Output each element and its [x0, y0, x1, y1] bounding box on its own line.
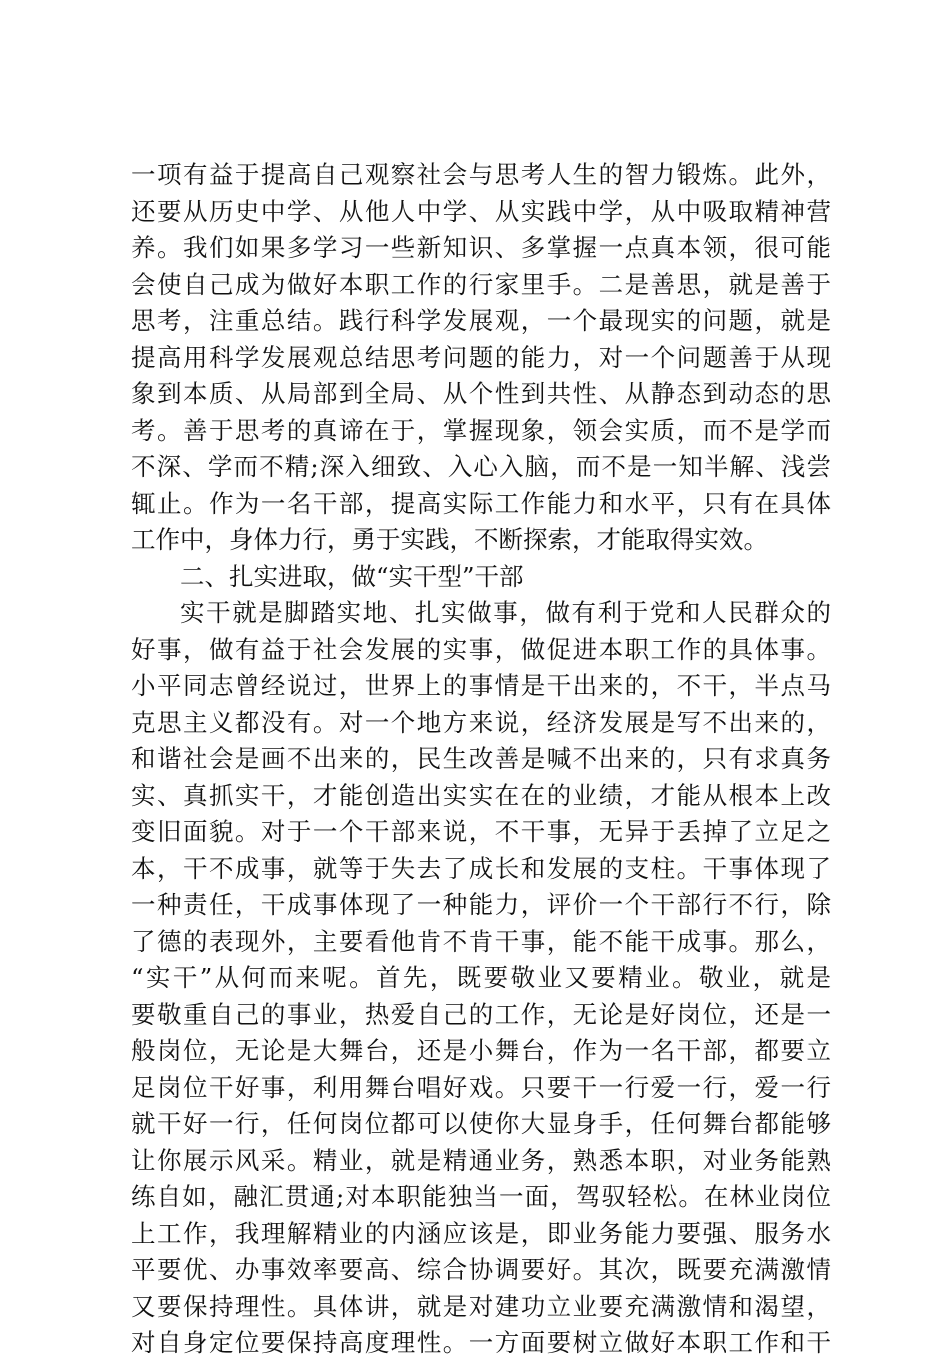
paragraph-line: 会使自己成为做好本职工作的行家里手。二是善思，就是善于 — [131, 269, 831, 299]
paragraph-line: 要敬重自己的事业，热爱自己的工作，无论是好岗位，还是一 — [131, 999, 831, 1029]
paragraph-line: 实干就是脚踏实地、扎实做事，做有利于党和人民群众的 — [180, 598, 831, 627]
document-body — [131, 157, 831, 1362]
paragraph-line: 工作中，身体力行，勇于实践，不断探索，才能取得实效。 — [131, 525, 768, 554]
paragraph-line: 上工作，我理解精业的内涵应该是，即业务能力要强、服务水 — [131, 1218, 831, 1248]
paragraph-line: 提高用科学发展观总结思考问题的能力，对一个问题善于从现 — [131, 342, 831, 372]
paragraph-line: 本，干不成事，就等于失去了成长和发展的支柱。干事体现了 — [131, 853, 831, 883]
paragraph-2 — [131, 595, 831, 1362]
paragraph-line: 就干好一行，任何岗位都可以使你大显身手，任何舞台都能够 — [131, 1109, 831, 1138]
paragraph-1 — [131, 157, 831, 559]
section-heading: 二、扎实进取，做“实干型”干部 — [180, 561, 524, 591]
paragraph-line: 还要从历史中学、从他人中学、从实践中学，从中吸取精神营 — [131, 196, 831, 226]
paragraph-line: 一项有益于提高自己观察社会与思考人生的智力锻炼。此外， — [131, 160, 831, 189]
paragraph-line: 了德的表现外，主要看他肯不肯干事，能不能干成事。那么， — [131, 926, 831, 956]
paragraph-line: 养。我们如果多学习一些新知识、多掌握一点真本领，很可能 — [131, 233, 831, 262]
paragraph-line: 思考，注重总结。践行科学发展观，一个最现实的问题，就是 — [131, 306, 831, 335]
paragraph-line: 克思主义都没有。对一个地方来说，经济发展是写不出来的， — [131, 707, 831, 737]
paragraph-line: 辄止。作为一名干部，提高实际工作能力和水平，只有在具体 — [131, 488, 831, 518]
paragraph-line: 练自如，融汇贯通;对本职能独当一面，驾驭轻松。在林业岗位 — [131, 1182, 831, 1211]
paragraph-line: 不深、学而不精;深入细致、入心入脑，而不是一知半解、浅尝 — [131, 452, 831, 481]
paragraph-line: 一种责任，干成事体现了一种能力，评价一个干部行不行，除 — [131, 890, 831, 919]
paragraph-line: 变旧面貌。对于一个干部来说，不干事，无异于丢掉了立足之 — [131, 817, 831, 846]
paragraph-line: 考。善于思考的真谛在于，掌握现象，领会实质，而不是学而 — [131, 415, 831, 445]
paragraph-line: 般岗位，无论是大舞台，还是小舞台，作为一名干部，都要立 — [131, 1036, 831, 1065]
paragraph-line: 平要优、办事效率要高、综合协调要好。其次，既要充满激情 — [131, 1255, 831, 1284]
paragraph-line: 对自身定位要保持高度理性。一方面要树立做好本职工作和干 — [131, 1328, 831, 1357]
paragraph-line: 象到本质、从局部到全局、从个性到共性、从静态到动态的思 — [131, 379, 831, 408]
paragraph-line: 好事，做有益于社会发展的实事，做促进本职工作的具体事。 — [131, 634, 831, 664]
paragraph-line: 又要保持理性。具体讲，就是对建功立业要充满激情和渴望， — [131, 1291, 831, 1321]
paragraph-line: 足岗位干好事，利用舞台唱好戏。只要干一行爱一行，爱一行 — [131, 1072, 831, 1102]
paragraph-line: 和谐社会是画不出来的，民生改善是喊不出来的，只有求真务 — [131, 744, 831, 773]
paragraph-line: 让你展示风采。精业，就是精通业务，熟悉本职，对业务能熟 — [131, 1145, 831, 1175]
paragraph-line: “实干”从何而来呢。首先，既要敬业又要精业。敬业，就是 — [131, 963, 831, 992]
paragraph-line: 实、真抓实干，才能创造出实实在在的业绩，才能从根本上改 — [131, 780, 831, 810]
paragraph-line: 小平同志曾经说过，世界上的事情是干出来的，不干，半点马 — [131, 671, 831, 700]
